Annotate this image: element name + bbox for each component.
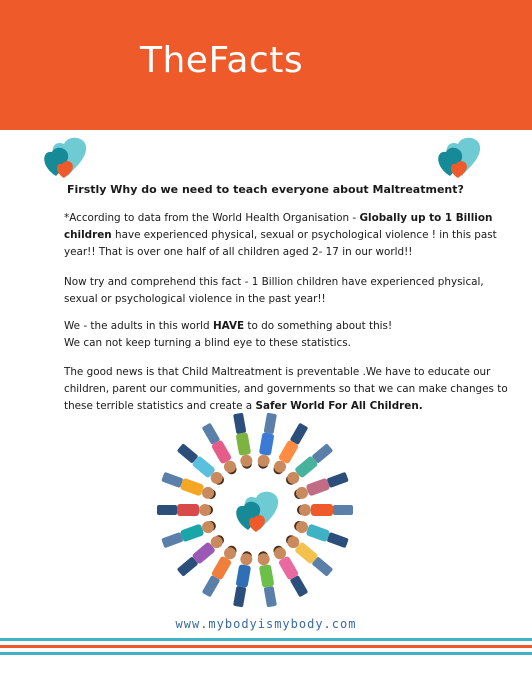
website-link[interactable]: www.mybodyismybody.com xyxy=(175,617,357,631)
child-figure xyxy=(157,504,213,516)
children-circle-image xyxy=(150,410,360,614)
child-figure xyxy=(232,412,254,469)
footer-stripe-teal xyxy=(0,652,532,655)
hearts-logo-icon xyxy=(432,130,488,188)
hearts-logo-icon xyxy=(38,130,94,188)
child-figure xyxy=(256,550,278,607)
paragraph-comprehend: Now try and comprehend this fact - 1 Billion children have experienced physical, sexual or psychological violence in the past year!! xyxy=(64,276,484,305)
paragraph-statistics: *According to data from the World Health Organisation - Globally up to 1 Billion children have experienced physical, sexual or psychological violence ! in this past year!! That is over one half of all children aged 2- 17 in our world!! xyxy=(64,212,497,258)
child-figure xyxy=(256,412,278,469)
page-title: TheFacts xyxy=(140,40,304,81)
footer-stripe-teal xyxy=(0,638,532,641)
header-banner xyxy=(0,0,532,130)
footer-stripe-orange xyxy=(0,645,532,648)
paragraph-good-news: The good news is that Child Maltreatment is preventable .We have to educate our children, parent our communities, and governments so that we can make changes to these terrible statistics and create a Safer World For All Children. xyxy=(64,366,508,412)
paragraph-adults: We - the adults in this world HAVE to do something about this! We can not keep turning a blind eye to these statistics. xyxy=(64,320,393,349)
section-heading: Firstly Why do we need to teach everyone about Maltreatment? xyxy=(67,183,464,196)
child-figure xyxy=(232,550,254,607)
child-figure xyxy=(297,504,353,516)
